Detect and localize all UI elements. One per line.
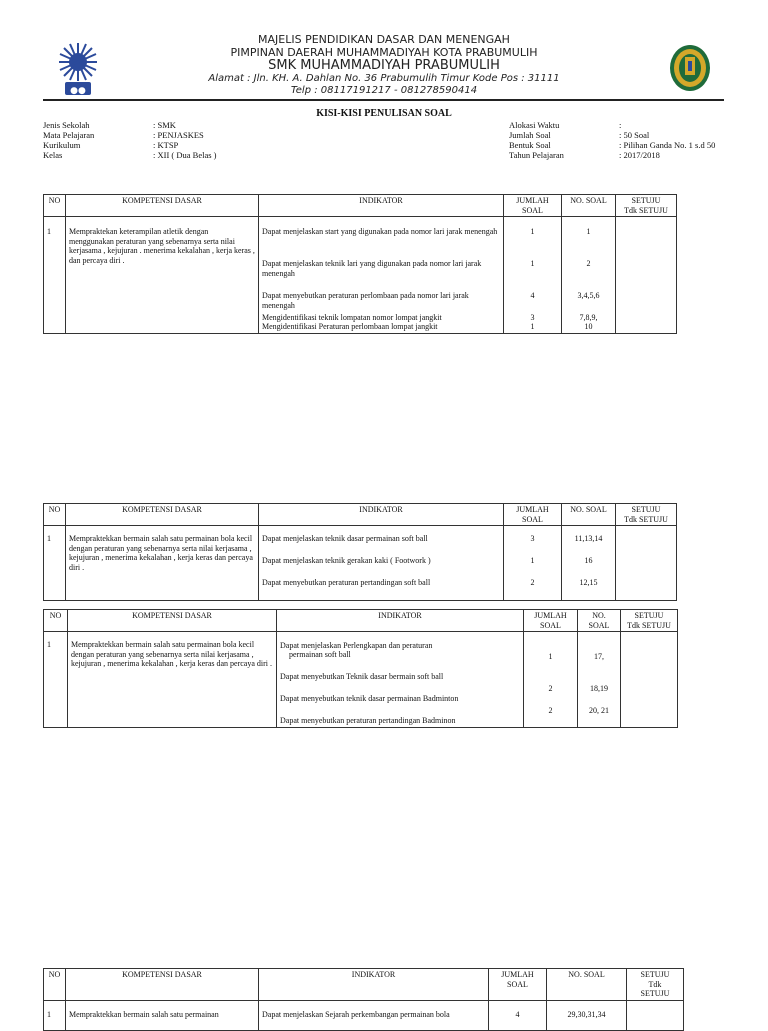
kompetensi-dasar: Mempraktekkan bermain salah satu permainan bola kecil dengan peraturan yang sebenarnya serta nilai kerjasama , kejujuran , menerima kekalahan , kerja keras dan percaya diri . xyxy=(66,526,259,601)
nosoal-value: 17, xyxy=(594,652,604,661)
indikator-item: Dapat menjelaskan Sejarah perkembangan permainan bola xyxy=(259,1001,489,1031)
jumlah-cell xyxy=(524,632,578,728)
indikator-item: Dapat menjelaskan Perlengkapan dan peraturan xyxy=(280,641,433,650)
col-header-setuju xyxy=(621,610,678,632)
col-header-setuju xyxy=(616,195,677,217)
info-right-values xyxy=(619,120,767,160)
setuju-cell[interactable] xyxy=(616,217,677,334)
kompetensi-dasar: Mempraktekkan bermain salah satu permainan bola kecil dengan peraturan yang sebenarnya serta nilai kerjasama , kejujuran , menerima kekalahan , kerja keras dan percaya diri . xyxy=(68,632,277,728)
header-divider xyxy=(43,99,724,101)
info-label: Tahun Pelajaran xyxy=(509,150,564,160)
jumlah-value: 4 xyxy=(530,291,535,300)
col-header-setuju-2: Tdk SETUJU xyxy=(624,205,668,215)
col-header-setuju xyxy=(616,504,677,526)
info-value: : xyxy=(619,120,622,130)
indikator-cell xyxy=(277,632,524,728)
indikator-item: Dapat menyebutkan peraturan perlombaan pada nomor lari jarak menengah xyxy=(262,291,469,310)
col-header-setuju-1: SETUJU xyxy=(631,505,661,514)
indikator-item: Dapat menyebutkan Teknik dasar bermain soft ball xyxy=(280,672,444,681)
school-phone: Telp : 08117191217 - 081278590414 xyxy=(290,85,478,96)
nosoal-value: 18,19 xyxy=(590,684,608,693)
col-header-jumlah-2: SOAL xyxy=(507,979,528,989)
col-header-no: NO xyxy=(44,504,66,526)
info-value: : SMK xyxy=(153,120,176,130)
nosoal-value: 10 xyxy=(584,322,593,331)
col-header-jumlah-2: SOAL xyxy=(522,205,543,215)
row-number: 1 xyxy=(44,632,68,728)
org-name-line-2: PIMPINAN DAERAH MUHAMMADIYAH KOTA PRABUMULIH xyxy=(230,46,538,59)
info-label: Bentuk Soal xyxy=(509,140,551,150)
kisi-table-atletik xyxy=(43,194,677,334)
org-name-line-1: MAJELIS PENDIDIKAN DASAR DAN MENENGAH xyxy=(258,33,510,46)
col-header-jumlah-1: JUMLAH xyxy=(501,970,534,979)
nosoal-value: 16 xyxy=(584,556,593,565)
info-left-values xyxy=(153,120,333,160)
col-header-no: NO xyxy=(44,195,66,217)
col-header-indikator: INDIKATOR xyxy=(259,504,504,526)
col-header-setuju-1: SETUJU xyxy=(640,970,670,979)
col-header-jumlah-1: JUMLAH xyxy=(516,505,549,514)
col-header-indikator: INDIKATOR xyxy=(277,610,524,632)
row-number: 1 xyxy=(44,1001,66,1031)
col-header-setuju-3: SETUJU xyxy=(640,989,670,998)
col-header-jumlah-1: JUMLAH xyxy=(516,196,549,205)
school-address: Alamat : Jln. KH. A. Dahlan No. 36 Prabumulih Timur Kode Pos : 31111 xyxy=(208,73,560,84)
kompetensi-dasar: Mempraktekkan bermain salah satu permainan xyxy=(66,1001,259,1031)
svg-text:●●: ●● xyxy=(70,86,86,96)
info-label: Kelas xyxy=(43,150,63,160)
jumlah-value: 1 xyxy=(548,652,553,661)
info-label: Jumlah Soal xyxy=(509,130,551,140)
info-left-labels xyxy=(43,120,148,160)
nosoal-value: 7,8,9, xyxy=(579,313,598,322)
col-header-setuju-1: SETUJU xyxy=(634,611,664,620)
col-header-kompetensi: KOMPETENSI DASAR xyxy=(66,504,259,526)
jumlah-cell xyxy=(504,526,562,601)
indikator-item: Dapat menyebutkan peraturan pertandingan Badminon xyxy=(280,716,456,725)
col-header-no: NO xyxy=(44,610,68,632)
kisi-table-badminton xyxy=(43,609,678,728)
jumlah-value: 1 xyxy=(530,227,535,236)
row-number: 1 xyxy=(44,217,66,334)
nosoal-value: 2 xyxy=(586,259,591,268)
col-header-jumlah-2: SOAL xyxy=(522,514,543,524)
kisi-table-softball xyxy=(43,503,677,601)
school-name: SMK MUHAMMADIYAH PRABUMULIH xyxy=(268,58,500,73)
col-header-indikator: INDIKATOR xyxy=(259,195,504,217)
info-value: : PENJASKES xyxy=(153,130,204,140)
col-header-kompetensi: KOMPETENSI DASAR xyxy=(66,195,259,217)
col-header-jumlah xyxy=(504,504,562,526)
col-header-setuju-1: SETUJU xyxy=(631,196,661,205)
nosoal-cell xyxy=(562,526,616,601)
jumlah-value: 1 xyxy=(530,322,535,331)
info-label: Mata Pelajaran xyxy=(43,130,95,140)
nosoal-value: 29,30,31,34 xyxy=(547,1001,627,1031)
jumlah-value: 2 xyxy=(530,578,535,587)
col-header-setuju-2: Tdk xyxy=(648,979,662,989)
col-header-kompetensi: KOMPETENSI DASAR xyxy=(68,610,277,632)
jumlah-cell xyxy=(504,217,562,334)
nosoal-value: 3,4,5,6 xyxy=(577,291,600,300)
col-header-nosoal: NO. SOAL xyxy=(547,969,627,1001)
col-header-kompetensi: KOMPETENSI DASAR xyxy=(66,969,259,1001)
col-header-jumlah xyxy=(524,610,578,632)
nosoal-value: 20, 21 xyxy=(589,706,609,715)
info-label: Jenis Sekolah xyxy=(43,120,90,130)
col-header-no: NO xyxy=(44,969,66,1001)
nosoal-value: 11,13,14 xyxy=(574,534,603,543)
jumlah-value: 2 xyxy=(548,706,553,715)
info-value: : KTSP xyxy=(153,140,179,150)
info-value: : 2017/2018 xyxy=(619,150,660,160)
jumlah-value: 1 xyxy=(530,556,535,565)
setuju-cell[interactable] xyxy=(621,632,678,728)
info-value: : Pilihan Ganda No. 1 s.d 50 xyxy=(619,140,716,150)
jumlah-value: 3 xyxy=(530,313,535,322)
col-header-setuju xyxy=(627,969,684,1001)
jumlah-value: 2 xyxy=(548,684,553,693)
col-header-jumlah-2: SOAL xyxy=(540,620,561,630)
info-value: : 50 Soal xyxy=(619,130,650,140)
indikator-item: Dapat menyebutkan teknik dasar permainan Badminton xyxy=(280,694,459,703)
indikator-cell xyxy=(259,526,504,601)
col-header-jumlah-1: JUMLAH xyxy=(534,611,567,620)
indikator-item: Dapat menjelaskan teknik lari yang digunakan pada nomor lari jarak menengah xyxy=(262,259,482,278)
indikator-item: Dapat menyebutkan peraturan pertandingan soft ball xyxy=(262,578,431,587)
jumlah-value: 1 xyxy=(530,259,535,268)
indikator-item-continuation: permainan soft ball xyxy=(289,650,351,659)
col-header-jumlah xyxy=(489,969,547,1001)
nosoal-value: 12,15 xyxy=(579,578,598,587)
col-header-setuju-2: Tdk SETUJU xyxy=(624,514,668,524)
info-label: Kurikulum xyxy=(43,140,81,150)
col-header-nosoal: NO. SOAL xyxy=(562,195,616,217)
setuju-cell[interactable] xyxy=(627,1001,684,1031)
indikator-item: Dapat menjelaskan teknik dasar permainan soft ball xyxy=(262,534,428,543)
indikator-cell xyxy=(259,217,504,334)
col-header-setuju-2: Tdk SETUJU xyxy=(627,620,671,630)
jumlah-value: 3 xyxy=(530,534,535,543)
info-value: : XII ( Dua Belas ) xyxy=(153,150,217,160)
info-right-labels xyxy=(509,120,614,160)
setuju-cell[interactable] xyxy=(616,526,677,601)
col-header-nosoal: NO. SOAL xyxy=(562,504,616,526)
nosoal-cell xyxy=(578,632,621,728)
row-number: 1 xyxy=(44,526,66,601)
info-label: Alokasi Waktu xyxy=(509,120,560,130)
nosoal-cell xyxy=(562,217,616,334)
col-header-indikator: INDIKATOR xyxy=(259,969,489,1001)
indikator-item: Mengidentifikasi teknik lompatan nomor lompat jangkit xyxy=(262,313,442,322)
kisi-table-bola-besar xyxy=(43,968,684,1031)
col-header-nosoal: NO. SOAL xyxy=(578,610,621,632)
indikator-item: Mengidentifikasi Peraturan perlombaan lompat jangkit xyxy=(262,322,438,331)
indikator-item: Dapat menjelaskan teknik gerakan kaki ( Footwork ) xyxy=(262,556,431,565)
nosoal-value: 1 xyxy=(586,227,591,236)
document-title: KISI-KISI PENULISAN SOAL xyxy=(316,108,452,119)
col-header-jumlah xyxy=(504,195,562,217)
jumlah-value: 4 xyxy=(489,1001,547,1031)
kompetensi-dasar: Mempraktekan keterampilan atletik dengan menggunakan peraturan yang sebenarnya serta nilai kerjasama , kejujuran . menerima kekalahan , kerja keras , dan percaya diri . xyxy=(66,217,259,334)
indikator-item: Dapat menjelaskan start yang digunakan pada nomor lari jarak menengah xyxy=(262,227,498,236)
